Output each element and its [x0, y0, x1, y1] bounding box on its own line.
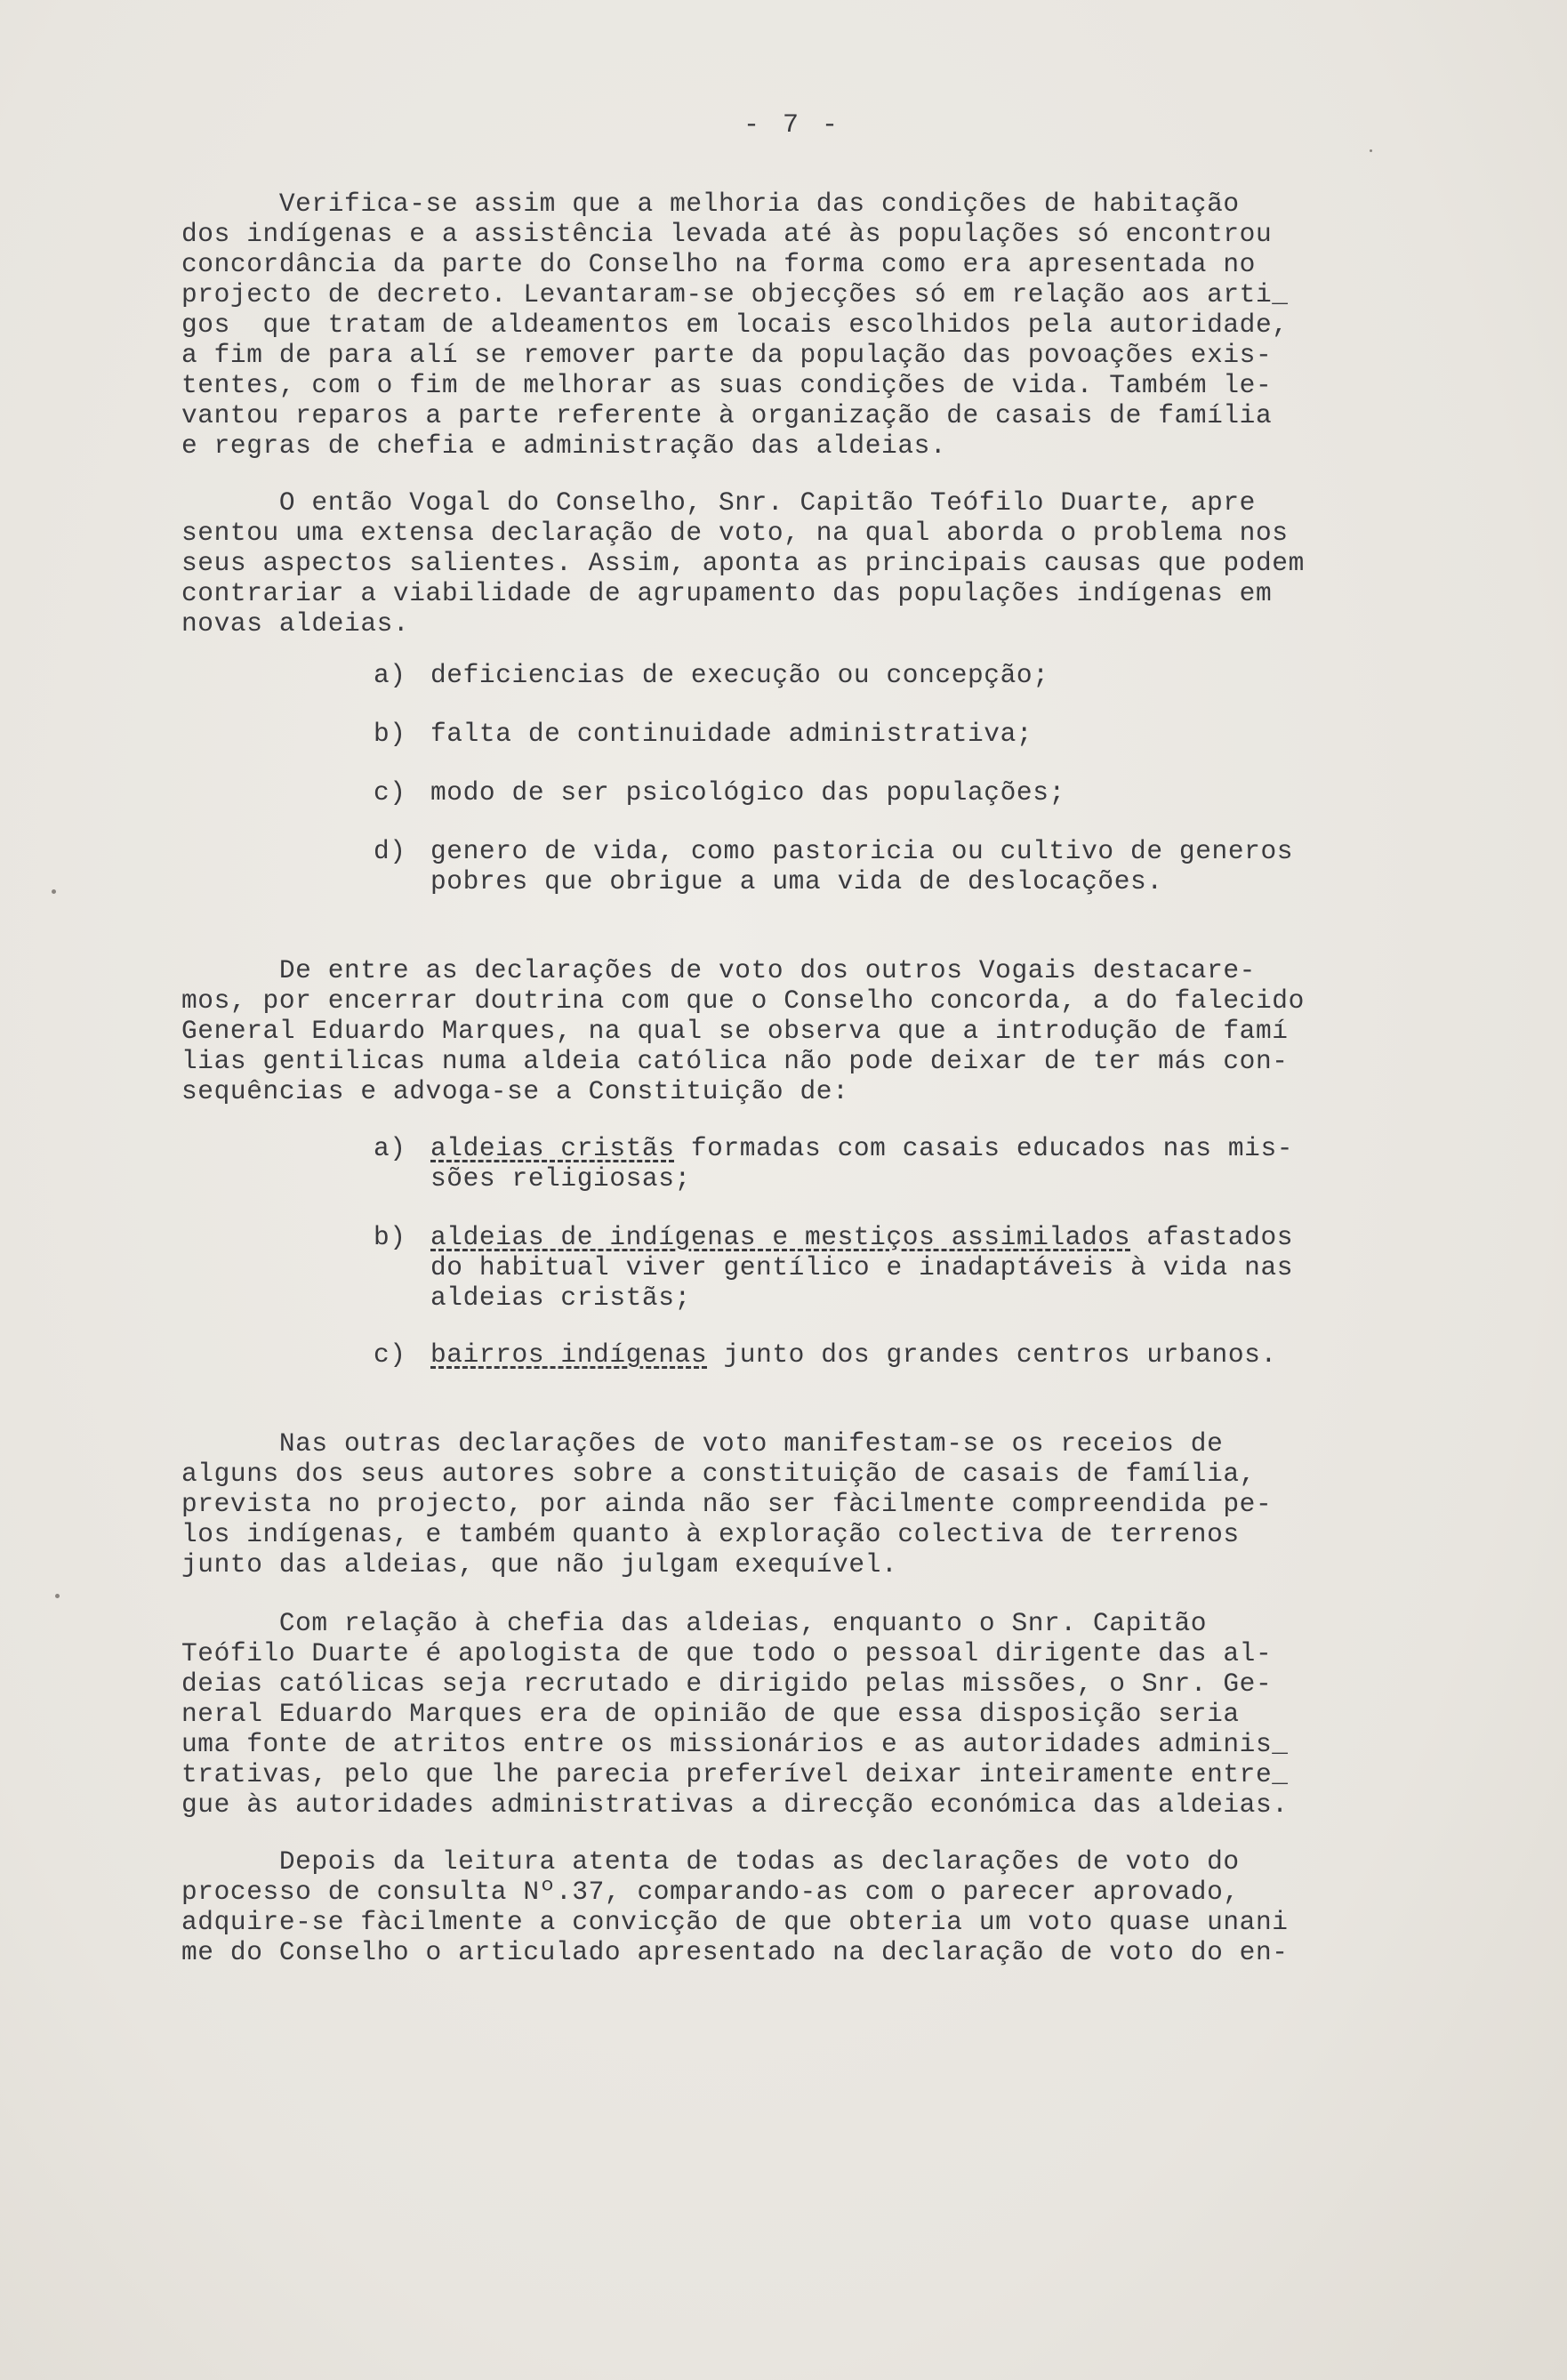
paper-speck — [55, 1594, 60, 1598]
paragraph-line: Teófilo Duarte é apologista de que todo o pessoal dirigente das al- — [181, 1638, 1273, 1668]
list-item-rest: formadas com casais educados nas mis- — [674, 1133, 1294, 1163]
paragraph-line: trativas, pelo que lhe parecia preferível deixar inteiramente entre_ — [181, 1759, 1289, 1789]
paragraph-line: Depois da leitura atenta de todas as declarações de voto do — [181, 1846, 1240, 1877]
list-item-text: genero de vida, como pastoricia ou cultivo de generos — [430, 836, 1294, 866]
list-item-text — [430, 1133, 1567, 1163]
paragraph-line: contrariar a viabilidade de agrupamento das populações indígenas em — [181, 578, 1273, 608]
paragraph-line: junto das aldeias, que não julgam exequível. — [181, 1549, 898, 1580]
paragraph-line: seus aspectos salientes. Assim, aponta as principais causas que podem — [181, 548, 1305, 578]
page-number: - 7 - — [743, 110, 842, 141]
paragraph-line: e regras de chefia e administração das aldeias. — [181, 430, 947, 461]
list-item-label: b) — [374, 1222, 406, 1252]
list-item-rest: afastados — [1130, 1222, 1294, 1252]
paragraph-line: gue às autoridades administrativas a direcção económica das aldeias. — [181, 1789, 1289, 1820]
paragraph-line: a fim de para alí se remover parte da população das povoações exis- — [181, 340, 1273, 370]
paragraph-line: General Eduardo Marques, na qual se observa que a introdução de famí — [181, 1016, 1289, 1046]
paragraph-line: mos, por encerrar doutrina com que o Conselho concorda, a do falecido — [181, 985, 1305, 1016]
paragraph-line: dos indígenas e a assistência levada até às populações só encontrou — [181, 219, 1273, 249]
list-item-text: sões religiosas; — [430, 1163, 691, 1194]
paper-speck — [52, 889, 56, 894]
list-item-text: modo de ser psicológico das populações; — [430, 777, 1065, 808]
list-item-text — [430, 1222, 1567, 1252]
paragraph-line: Verifica-se assim que a melhoria das condições de habitação — [181, 189, 1240, 219]
paragraph-line: processo de consulta Nº.37, comparando-as com o parecer aprovado, — [181, 1877, 1240, 1907]
list-item-text — [430, 1339, 1567, 1370]
list-item-label: a) — [374, 1133, 406, 1163]
list-item-label: d) — [374, 836, 406, 866]
underlined-term: aldeias de indígenas e mestiços assimilados — [430, 1222, 1131, 1252]
paragraph-line: tentes, com o fim de melhorar as suas condições de vida. Também le- — [181, 370, 1273, 400]
list-item-label: c) — [374, 1339, 406, 1370]
paragraph-line: uma fonte de atritos entre os missionários e as autoridades adminis_ — [181, 1729, 1289, 1759]
paragraph-line: me do Conselho o articulado apresentado na declaração de voto do en- — [181, 1937, 1289, 1967]
paragraph-line: Nas outras declarações de voto manifestam-se os receios de — [181, 1428, 1224, 1459]
list-item-label: c) — [374, 777, 406, 808]
list-item-text: falta de continuidade administrativa; — [430, 719, 1033, 749]
paragraph-line: sentou uma extensa declaração de voto, na qual aborda o problema nos — [181, 518, 1289, 548]
paragraph-line: Com relação à chefia das aldeias, enquanto o Snr. Capitão — [181, 1608, 1208, 1638]
list-item-text: aldeias cristãs; — [430, 1282, 691, 1313]
paragraph-line: sequências e advoga-se a Constituição de: — [181, 1076, 849, 1106]
paper-speck — [1370, 149, 1372, 152]
list-item-label: b) — [374, 719, 406, 749]
paragraph-line: novas aldeias. — [181, 608, 410, 639]
paragraph-line: adquire-se fàcilmente a convicção de que obteria um voto quase unani — [181, 1907, 1289, 1937]
paragraph-line: vantou reparos a parte referente à organização de casais de família — [181, 400, 1273, 430]
list-item-text: pobres que obrigue a uma vida de deslocações. — [430, 866, 1163, 897]
list-item-text: deficiencias de execução ou concepção; — [430, 660, 1049, 690]
paragraph-line: concordância da parte do Conselho na forma como era apresentada no — [181, 249, 1256, 279]
paragraph-line: prevista no projecto, por ainda não ser fàcilmente compreendida pe- — [181, 1489, 1273, 1519]
paragraph-line: gos que tratam de aldeamentos em locais escolhidos pela autoridade, — [181, 310, 1289, 340]
paragraph-line: los indígenas, e também quanto à exploração colectiva de terrenos — [181, 1519, 1240, 1549]
paragraph-line: De entre as declarações de voto dos outros Vogais destacare- — [181, 955, 1256, 985]
underlined-term: aldeias cristãs — [430, 1133, 675, 1163]
underlined-term: bairros indígenas — [430, 1339, 708, 1370]
paragraph-line: O então Vogal do Conselho, Snr. Capitão Teófilo Duarte, apre — [181, 487, 1256, 518]
list-item-text: do habitual viver gentílico e inadaptáveis à vida nas — [430, 1252, 1294, 1282]
paragraph-line: alguns dos seus autores sobre a constituição de casais de família, — [181, 1459, 1256, 1489]
paragraph-line: deias católicas seja recrutado e dirigido pelas missões, o Snr. Ge- — [181, 1668, 1273, 1699]
paragraph-line: projecto de decreto. Levantaram-se objecções só em relação aos arti_ — [181, 279, 1289, 310]
list-item-rest: junto dos grandes centros urbanos. — [707, 1339, 1277, 1370]
paragraph-line: neral Eduardo Marques era de opinião de que essa disposição seria — [181, 1699, 1240, 1729]
paragraph-line: lias gentilicas numa aldeia católica não pode deixar de ter más con- — [181, 1046, 1289, 1076]
list-item-label: a) — [374, 660, 406, 690]
